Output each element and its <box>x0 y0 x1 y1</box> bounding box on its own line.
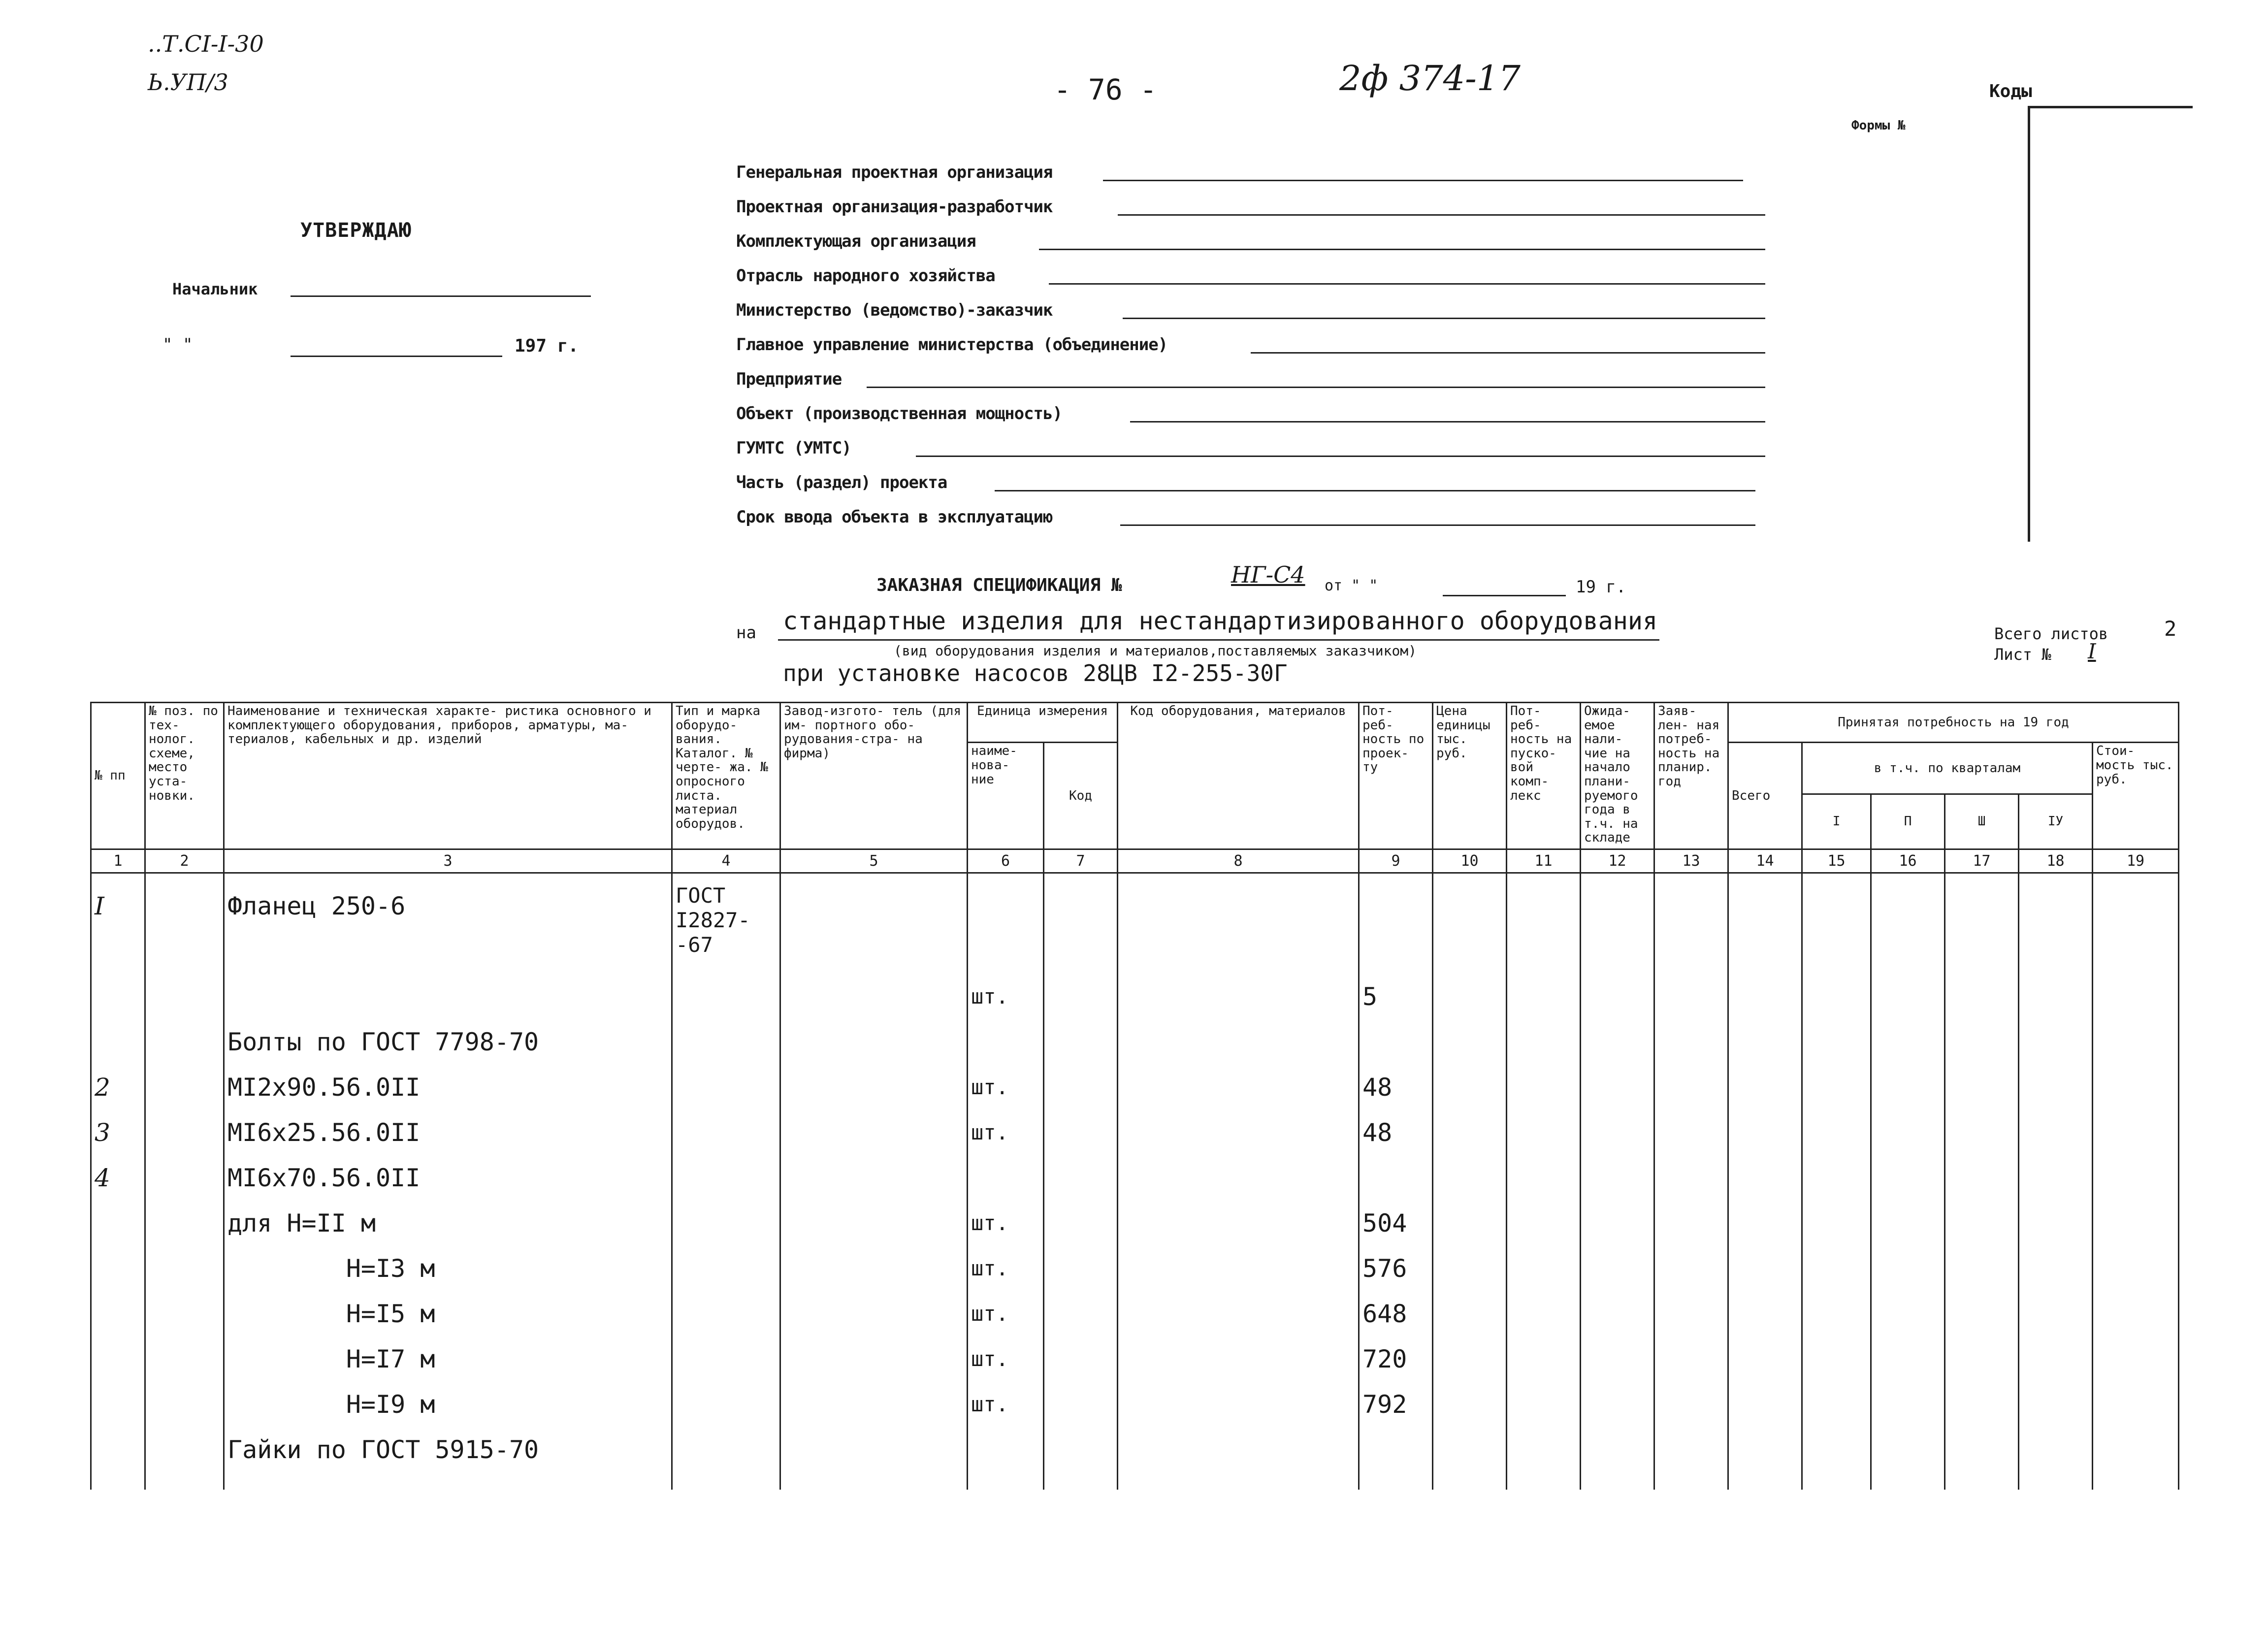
spec-title: ЗАКАЗНАЯ СПЕЦИФИКАЦИЯ № <box>876 575 1122 595</box>
column-number: 17 <box>1945 849 2019 873</box>
specification-table <box>90 702 2179 1490</box>
body-total <box>1728 873 1802 1490</box>
body-startup-needs <box>1507 873 1581 1490</box>
header-expected-stock: Ожида- емое нали- чие на начало плани- руемого года в т.ч. на складе <box>1581 703 1654 849</box>
column-number: 4 <box>672 849 780 873</box>
total-sheets-value: 2 <box>2164 617 2177 641</box>
body-manufacturers <box>780 873 968 1490</box>
chief-label: Начальник <box>172 280 258 298</box>
header-cost: Стои- мость тыс. руб. <box>2093 743 2179 849</box>
field-project-part: Часть (раздел) проекта <box>736 473 947 492</box>
header-quarter-4: IУ <box>2019 794 2093 849</box>
handwritten-reference: 2ф 374-17 <box>1339 58 1521 98</box>
column-number: 7 <box>1044 849 1118 873</box>
column-number: 14 <box>1728 849 1802 873</box>
codes-label: Коды <box>1989 81 2032 101</box>
field-line <box>1049 283 1765 285</box>
body-expected-stock <box>1581 873 1654 1490</box>
spec-subject: стандартные изделия для нестандартизированного оборудования <box>783 607 1658 635</box>
field-object: Объект (производственная мощность) <box>736 404 1062 424</box>
field-general-org: Генеральная проектная организация <box>736 163 1053 182</box>
field-line <box>916 456 1765 457</box>
total-sheets-label: Всего листов <box>1994 624 2108 643</box>
forms-label: Формы № <box>1851 118 1906 133</box>
field-line <box>1130 421 1765 423</box>
approval-date-line <box>291 356 502 357</box>
approval-title: УТВЕРЖДАЮ <box>300 219 412 242</box>
header-manufacturer: Завод-изгото- тель (для им- портного обо- рудования-стра- на фирма) <box>780 703 968 849</box>
header-unit-group: Единица измерения <box>968 703 1118 743</box>
field-main-directorate: Главное управление министерства (объединение) <box>736 335 1168 355</box>
spec-subject-line <box>778 639 1659 641</box>
chief-signature-line <box>291 295 591 297</box>
column-number: 5 <box>780 849 968 873</box>
body-cost <box>2093 873 2179 1490</box>
field-industry: Отрасль народного хозяйства <box>736 266 995 286</box>
approval-year: 197 г. <box>515 336 579 356</box>
spec-number: НГ-С4 <box>1231 561 1305 588</box>
body-quarter-2 <box>1871 873 1945 1490</box>
corner-code: ..Т.СI-I-30 <box>148 31 264 57</box>
body-prices <box>1433 873 1507 1490</box>
field-line <box>1251 352 1765 354</box>
spec-date-line <box>1443 595 1566 596</box>
column-number: 16 <box>1871 849 1945 873</box>
field-line <box>1120 524 1755 526</box>
body-item-names: Фланец 250-6 Болты по ГОСТ 7798-70 МI2х90.56.0II МI6х25.56.0II МI6х70.56.0II для Н=II м Н=I3 м Н=I5 м Н=I7 м Н=I9 м Гайки по ГОСТ 5915-70 <box>224 873 672 1490</box>
column-number: 8 <box>1118 849 1359 873</box>
spec-on-prefix: на <box>736 623 756 643</box>
page-number: - 76 - <box>1054 73 1157 106</box>
column-number: 3 <box>224 849 672 873</box>
header-position: № поз. по тех- нолог. схеме, место уста- новки. <box>145 703 224 849</box>
corner-code-2: Ь.УП/3 <box>148 69 228 96</box>
sheet-label: Лист № <box>1994 645 2051 664</box>
field-supply-org: Комплектующая организация <box>736 231 976 251</box>
column-number: 13 <box>1654 849 1728 873</box>
field-design-org: Проектная организация-разработчик <box>736 197 1053 217</box>
field-line <box>1118 214 1765 216</box>
header-equipment-code: Код оборудования, материалов <box>1118 703 1359 849</box>
body-equipment-codes <box>1118 873 1359 1490</box>
spec-year: 19 г. <box>1576 577 1626 597</box>
field-line <box>995 490 1755 491</box>
column-number: 12 <box>1581 849 1654 873</box>
spec-from: от " " <box>1325 577 1378 594</box>
body-item-types: ГОСТ I2827- -67 <box>672 873 780 1490</box>
field-line <box>1123 318 1765 319</box>
column-number: 15 <box>1802 849 1871 873</box>
header-unit-price: Цена единицы тыс. руб. <box>1433 703 1507 849</box>
header-unit-name: наиме- нова- ние <box>968 743 1044 849</box>
header-unit-code: Код <box>1044 743 1118 849</box>
approval-date-prefix: " " <box>162 335 193 355</box>
body-positions <box>145 873 224 1490</box>
codes-box <box>2028 106 2193 542</box>
field-line <box>1039 249 1765 250</box>
body-declared-needs <box>1654 873 1728 1490</box>
header-project-need: Пот- реб- ность по проек- ту <box>1359 703 1433 849</box>
column-number: 1 <box>91 849 145 873</box>
header-startup-need: Пот- реб- ность на пуско- вой комп- лекс <box>1507 703 1581 849</box>
column-number: 2 <box>145 849 224 873</box>
field-line <box>1103 180 1743 181</box>
body-unit-codes <box>1044 873 1118 1490</box>
column-number: 19 <box>2093 849 2179 873</box>
column-number: 10 <box>1433 849 1507 873</box>
body-quarter-4 <box>2019 873 2093 1490</box>
body-row-numbers: I 2 3 4 <box>91 873 145 1490</box>
header-quarter-2: П <box>1871 794 1945 849</box>
spec-subject-line2: при установке насосов 28ЦВ I2-255-30Г <box>783 660 1288 686</box>
header-quarters-group: в т.ч. по кварталам <box>1802 743 2093 794</box>
field-ministry: Министерство (ведомство)-заказчик <box>736 300 1053 320</box>
header-accepted-need-group: Принятая потребность на 19 год <box>1728 703 2179 743</box>
field-commissioning-date: Срок ввода объекта в эксплуатацию <box>736 507 1053 527</box>
header-total: Всего <box>1728 743 1802 849</box>
header-name: Наименование и техническая характе- ристика основного и комплектующего оборудования, приборов, арматуры, ма- териалов, кабельных и др. изделий <box>224 703 672 849</box>
header-row-number: № пп <box>91 703 145 849</box>
header-type: Тип и марка оборудо- вания. Каталог. № черте- жа. № опросного листа. материал оборудов. <box>672 703 780 849</box>
header-quarter-1: I <box>1802 794 1871 849</box>
column-number: 6 <box>968 849 1044 873</box>
body-units: шт. шт. шт. шт. шт. шт. шт. шт. <box>968 873 1044 1490</box>
column-number: 9 <box>1359 849 1433 873</box>
header-quarter-3: Ш <box>1945 794 2019 849</box>
body-project-needs: 5 48 48 504 576 648 720 792 <box>1359 873 1433 1490</box>
body-quarter-3 <box>1945 873 2019 1490</box>
spec-subject-note: (вид оборудования изделия и материалов,поставляемых заказчиком) <box>894 643 1417 659</box>
sheet-value: I <box>2088 639 2096 663</box>
field-line <box>867 387 1765 388</box>
header-declared-need: Заяв- лен- ная потреб- ность на планир. год <box>1654 703 1728 849</box>
body-quarter-1 <box>1802 873 1871 1490</box>
column-number: 11 <box>1507 849 1581 873</box>
column-number: 18 <box>2019 849 2093 873</box>
field-gumts: ГУМТС (УМТС) <box>736 438 851 458</box>
field-enterprise: Предприятие <box>736 369 842 389</box>
